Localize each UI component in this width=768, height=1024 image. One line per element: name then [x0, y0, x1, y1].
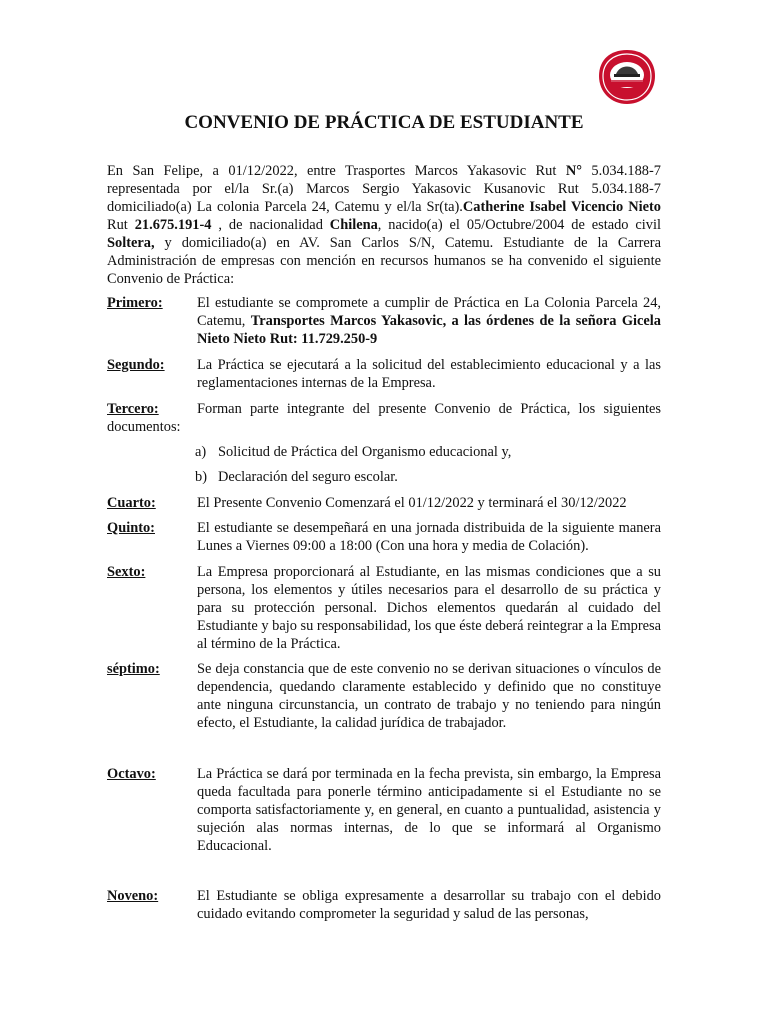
clause-text: La Práctica se ejecutará a la solicitud del establecimiento educacional y a las reglamentaciones internas de la Empresa. — [197, 357, 661, 391]
clause-text: El estudiante se desempeñará en una jornada distribuida de la siguiente manera Lunes a Viernes 09:00 a 18:00 (Con una hora y media de Colación). — [197, 520, 661, 554]
clause-text: La Empresa proporcionará al Estudiante, en las mismas condiciones que a su persona, los elementos y útiles necesarios para el desarrollo de su práctica y para su protección personal. Dichos elementos quedarán al cuidado del Estudiante y bajo su responsabilidad, los que éste deberá reintegrar a la Empresa al término de la Práctica. — [197, 564, 661, 652]
clause-text: Forman parte integrante del presente Convenio de Práctica, los siguientes documentos: — [107, 401, 661, 435]
clause-text: El Presente Convenio Comenzará el 01/12/2022 y terminará el 30/12/2022 — [197, 495, 627, 511]
clause-primero — [107, 294, 661, 348]
school-seal-logo — [596, 48, 658, 106]
clause-sexto — [107, 563, 661, 653]
clause-label: Sexto: — [107, 564, 146, 580]
clause-noveno — [107, 887, 661, 923]
clause-label: Quinto: — [107, 520, 155, 536]
clause-quinto — [107, 519, 661, 555]
clause-text: El estudiante se compromete a cumplir de Práctica en La Colonia Parcela 24, Catemu, Transportes Marcos Yakasovic, a las órdenes de la señora Gicela Nieto Nieto Rut: 11.729.250-9 — [197, 295, 661, 347]
clause-label: Octavo: — [107, 766, 156, 782]
intro-paragraph: En San Felipe, a 01/12/2022, entre Trasportes Marcos Yakasovic Rut N° 5.034.188-7 representada por el/la Sr.(a) Marcos Sergio Yakasovic Kusanovic Rut 5.034.188-7 domiciliado(a) La colonia Parcela 24, Catemu y el/la Sr(ta).Catherine Isabel Vicencio Nieto Rut 21.675.191-4 , de nacionalidad Chilena, nacido(a) el 05/Octubre/2004 de estado civil Soltera, y domiciliado(a) en AV. San Carlos S/N, Catemu. Estudiante de la Carrera Administración de empresas con mención en recursos humanos se ha convenido el siguiente Convenio de Práctica: — [107, 163, 661, 287]
clause-label: Segundo: — [107, 357, 165, 373]
student-name: Catherine Isabel Vicencio Nieto — [462, 199, 661, 215]
clause-octavo — [107, 765, 661, 855]
document-title: CONVENIO DE PRÁCTICA DE ESTUDIANTE — [184, 112, 584, 133]
list-item: b) Declaración del seguro escolar. — [195, 469, 398, 485]
clause-text: El Estudiante se obliga expresamente a desarrollar su trabajo con el debido cuidado evitando comprometer la seguridad y salud de las personas, — [197, 888, 661, 922]
clause-label: Tercero: — [107, 401, 159, 417]
clause-label: Cuarto: — [107, 495, 156, 511]
clause-cuarto — [107, 494, 661, 512]
clause-text: Se deja constancia que de este convenio no se derivan situaciones o vínculos de dependencia, quedando claramente establecido y definido que no constituye ante ninguna circunstancia, un contrato de trabajo y no teniendo para ningún efecto, el Estudiante, la calidad jurídica de trabajador. — [197, 661, 661, 731]
clause-label: Primero: — [107, 295, 163, 311]
clause-tercero — [107, 400, 661, 436]
student-rut: 21.675.191-4 — [134, 217, 212, 233]
clause-label: Noveno: — [107, 888, 159, 904]
clause-label: séptimo: — [107, 661, 160, 677]
list-item: a) Solicitud de Práctica del Organismo educacional y, — [195, 444, 512, 460]
clause-text: La Práctica se dará por terminada en la fecha prevista, sin embargo, la Empresa queda facultada para ponerle término anticipadamente si el Estudiante no se comporta satisfactoriamente y, en general, en cuanto a puntualidad, asistencia y sujeción alas normas internas, de lo que se informará al Organismo Educacional. — [197, 766, 661, 854]
seal-icon — [596, 48, 658, 106]
clause-septimo — [107, 660, 661, 732]
clause-segundo — [107, 356, 661, 392]
